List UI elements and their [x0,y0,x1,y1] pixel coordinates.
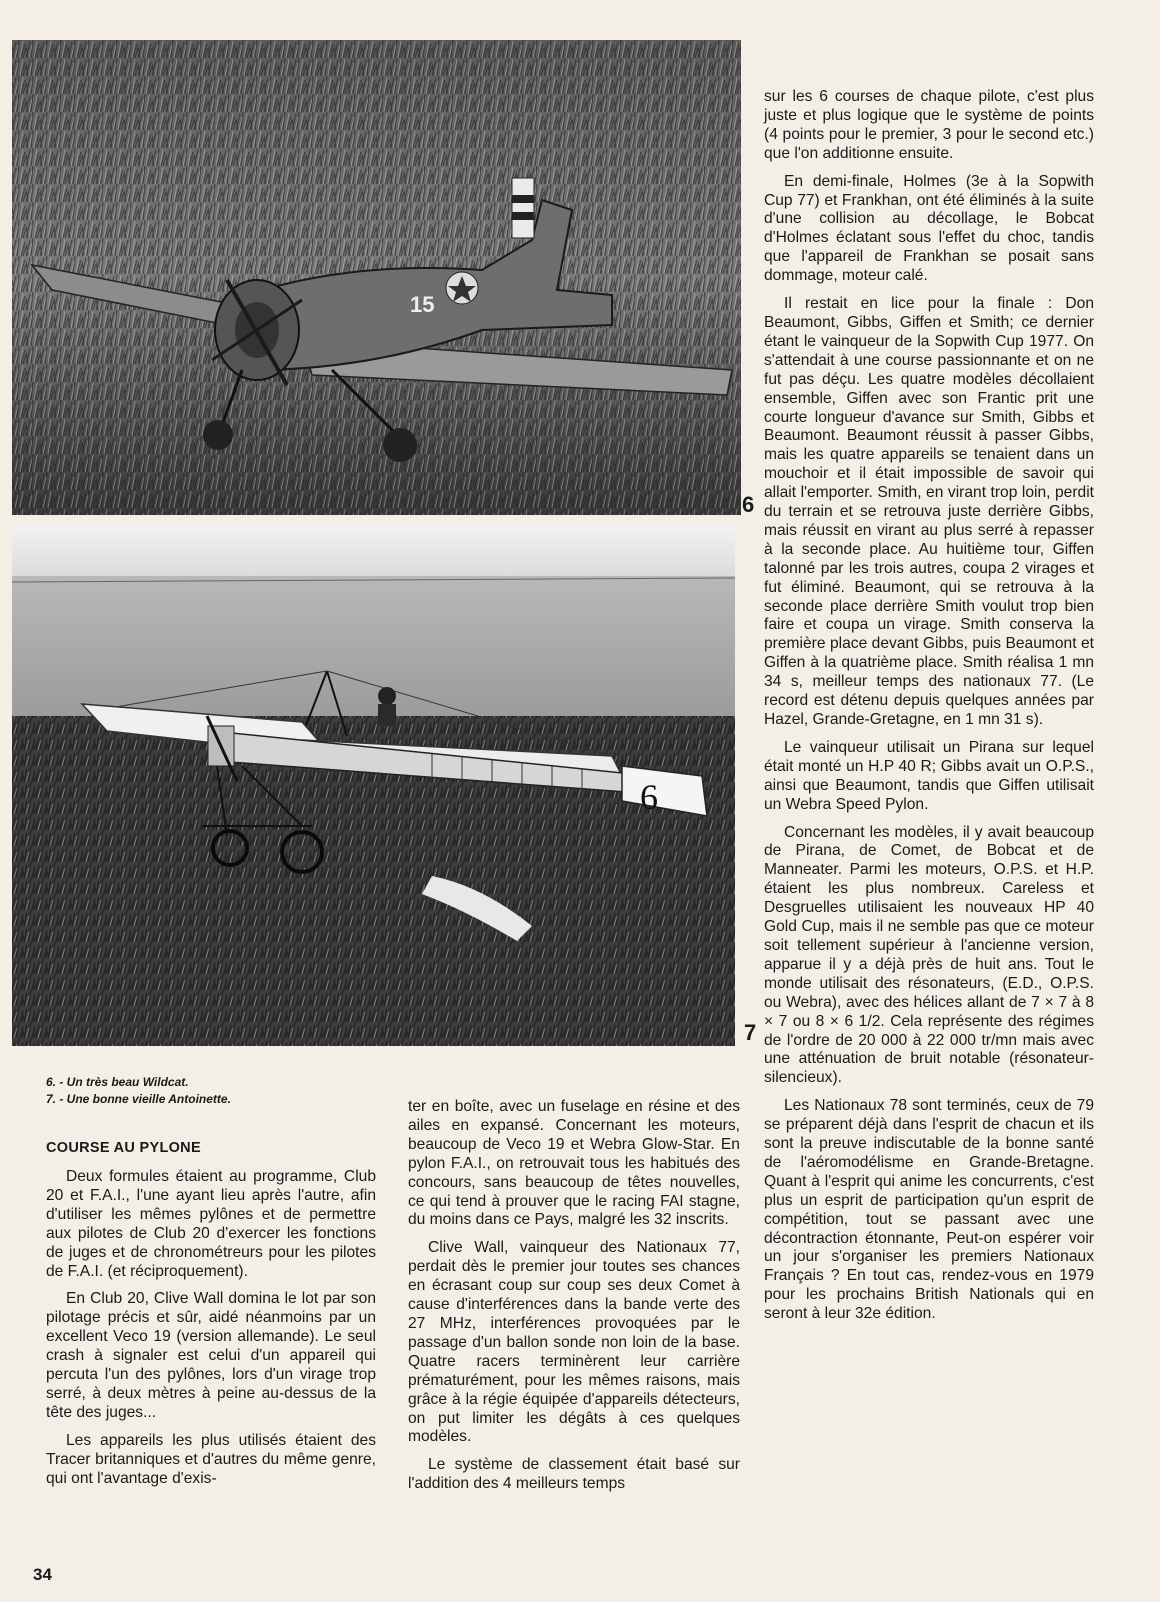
caption-7: 7. - Une bonne vieille Antoinette. [46,1092,231,1106]
wildcat-photo-graphic [12,40,741,515]
paragraph: Le système de classement était basé sur l'addition des 4 meilleurs temps [408,1456,740,1493]
photo-wildcat [12,40,741,515]
paragraph: Les Nationaux 78 sont terminés, ceux de 79 se préparent déjà dans l'esprit de chacun et ils sont la preuve indiscutable de la bonne santé de l'aéromodélisme en Grande-Bretagne. Quant à l'esprit qui anime les concurrents, c'est plus un esprit de participation qu'un esprit de compétition, tout se passant avec une décontraction étonnante, Peut-on espérer voir un jour s'organiser les premiers Nationaux Français ? En tout cas, rendez-vous en 1979 pour les prochains British Nationals qui en seront à leur 32e édition. [764,1097,1094,1323]
paragraph: Deux formules étaient au programme, Club 20 et F.A.I., l'une ayant lieu après l'autre, afin d'utiliser les mêmes pylônes et de permettre aux pilotes de Club 20 d'exercer les fonctions de juges et de chronométreurs pour les pilotes de F.A.I. (et réciproquement). [46,1168,376,1280]
page-number: 34 [33,1565,52,1584]
figure-number-7: 7 [744,1020,757,1045]
paragraph: Clive Wall, vainqueur des Nationaux 77, perdait dès le premier jour toutes ses chances en écrasant coup sur coup ses deux Comet à cause d'interférences dans la bande verte des 27 MHz, interférences provoquées par le passage d'un ballon sonde non loin de la base. Quatre racers terminèrent leur carrière prématurément, pour les mêmes raisons, mais grâce à la régie équipée d'appareils détecteurs, on put limiter les dégâts à ces quelques modèles. [408,1239,740,1446]
photo-antoinette [12,526,735,1046]
plane6-marking: 15 [410,292,435,317]
section-heading: COURSE AU PYLONE [46,1140,201,1156]
antoinette-photo-graphic [12,526,735,1046]
article-column-left [46,1168,376,1498]
paragraph: Le vainqueur utilisait un Pirana sur lequel était monté un H.P 40 R; Gibbs avait un O.P.S., ainsi que Beaumont, tandis que Giffen utilisait un Webra Speed Pylon. [764,738,1094,813]
paragraph: Les appareils les plus utilisés étaient des Tracer britanniques et d'autres du même genre, qui ont l'avantage d'exis- [46,1431,376,1487]
plane7-marking: 6 [640,777,658,817]
article-column-right [764,88,1094,1333]
caption-6: 6. - Un très beau Wildcat. [46,1075,189,1089]
figure-number-6: 6 [742,492,755,517]
paragraph: En Club 20, Clive Wall domina le lot par son pilotage précis et sûr, aidé néanmoins par un excellent Veco 19 (version allemande). Le seul crash à signaler est celui d'un appareil qui percuta l'un des pylônes, lors d'un virage trop serré, à deux mètres à peine au-dessus de la tête des juges... [46,1290,376,1421]
paragraph: sur les 6 courses de chaque pilote, c'est plus juste et plus logique que le système de points (4 points pour le premier, 3 pour le second etc.) que l'on additionne ensuite. [764,88,1094,162]
paragraph: ter en boîte, avec un fuselage en résine et des ailes en expansé. Concernant les moteurs, beaucoup de Veco 19 et Webra Glow-Star. En pylon F.A.I., on retrouvait tous les habitués des concours, sans beaucoup de têtes nouvelles, ce qui tend à prouver que le racing FAI stagne, du moins dans ce Pays, malgré les 32 inscrits. [408,1098,740,1229]
article-column-middle [408,1098,740,1503]
paragraph: En demi-finale, Holmes (3e à la Sopwith Cup 77) et Frankhan, ont été éliminés à la suite d'une collision au décollage, le Bobcat d'Holmes éclatant sous l'effet du choc, tandis que l'appareil de Frankhan se posait sans dommage, moteur calé. [764,172,1094,285]
photo-captions [46,1074,376,1108]
paragraph: Il restait en lice pour la finale : Don Beaumont, Gibbs, Giffen et Smith; ce dernier étant le vainqueur de la Sopwith Cup 1977. On s'attendait à une course passionnante et on ne fut pas déçu. Les quatre modèles décollaient ensemble, Giffen avec son Frantic prit une courte longueur d'avance sur Smith, Gibbs et Beaumont. Beaumont réussit à passer Gibbs, mais les quatre appareils se tenaient dans un mouchoir et il était impossible de savoir qui allait l'emporter. Smith, en virant trop loin, perdit du terrain et se retrouva juste derrière Gibbs, mais réussit en virant au plus serré à repasser à la seconde place. Au huitième tour, Giffen talonné par les trois autres, coupa 2 virages et fut éliminé. Beaumont, qui se retrouva à la seconde place derrière Smith voulut trop bien faire et coupa un virage. Smith conserva la première place devant Gibbs, puis Beaumont et Giffen à la quatrième place. Smith réalisa 1 mn 34 s, meilleur temps des nationaux 77. (Le record est détenu depuis quelques années par Hazel, Grande-Gretagne, en 1 mn 31 s). [764,295,1094,728]
paragraph: Concernant les modèles, il y avait beaucoup de Pirana, de Comet, de Bobcat et de Manneater. Parmi les moteurs, O.P.S. et H.P. étaient les plus nombreux. Careless et Desgruelles utilisaient les nouveaux HP 40 Gold Cup, mais il ne semble pas que ce moteur soit tellement supérieur à l'ancienne version, apparue il y a déjà près de huit ans. Tout le monde utilisait des résonateurs, (E.D., O.P.S. ou Webra), avec des hélices allant de 7 × 7 à 8 × 7 ou 8 × 6 1/2. Cela représente des régimes de l'ordre de 20 000 à 22 000 tr/mn mais avec une atténuation de bruit notable (résonateur-silencieux). [764,823,1094,1087]
